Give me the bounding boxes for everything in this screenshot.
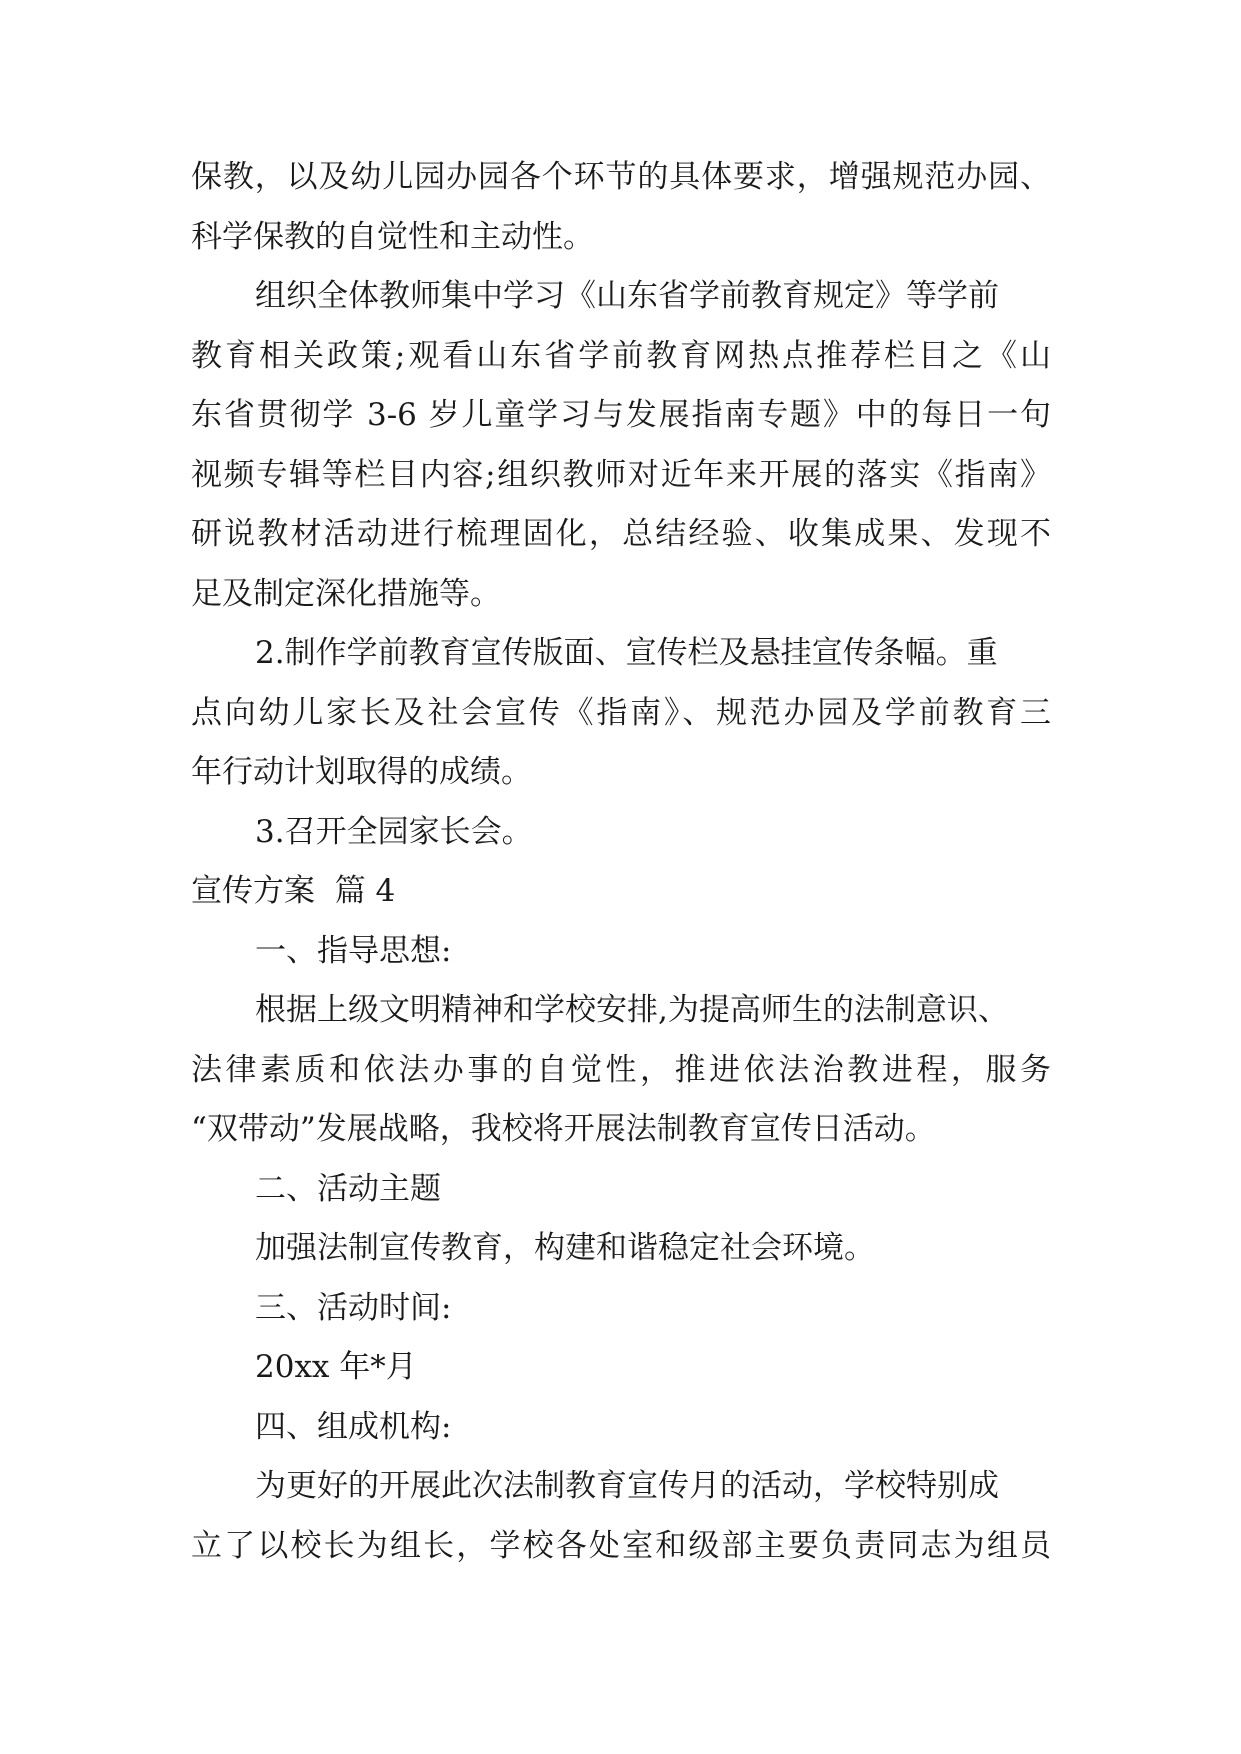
paragraph-line: 立了以校长为组长，学校各处室和级部主要负责同志为组员 <box>191 1527 1051 1564</box>
paragraph-line: 加强法制宣传教育，构建和谐稳定社会环境。 <box>255 1230 875 1266</box>
paragraph-line: 2.制作学前教育宣传版面、宣传栏及悬挂宣传条幅。重 <box>255 635 998 671</box>
paragraph-line: 为更好的开展此次法制教育宣传月的活动，学校特别成 <box>255 1468 999 1504</box>
paragraph-line: 足及制定深化措施等。 <box>191 575 501 612</box>
paragraph-line: 点向幼儿家长及社会宣传《指南》、规范办园及学前教育三 <box>191 694 1051 731</box>
paragraph-line: 3.召开全园家长会。 <box>255 813 533 850</box>
paragraph-line: 研说教材活动进行梳理固化，总结经验、收集成果、发现不 <box>191 516 1051 552</box>
paragraph-line: 根据上级文明精神和学校安排,为提高师生的法制意识、 <box>255 992 1009 1028</box>
document-body <box>191 148 1051 1576</box>
subsection-heading: 一、指导思想: <box>255 932 452 969</box>
paragraph-line: 教育相关政策;观看山东省学前教育网热点推荐栏目之《山 <box>191 337 1051 374</box>
paragraph-line: 法律素质和依法办事的自觉性，推进依法治教进程，服务 <box>191 1051 1051 1088</box>
paragraph-line: 视频专辑等栏目内容;组织教师对近年来开展的落实《指南》 <box>191 456 1051 493</box>
paragraph-line: 20xx 年*月 <box>255 1349 417 1385</box>
section-heading: 宣传方案 篇 4 <box>191 873 396 909</box>
paragraph-line: 东省贯彻学 3-6 岁儿童学习与发展指南专题》中的每日一句 <box>191 397 1051 433</box>
subsection-heading: 四、组成机构: <box>255 1408 452 1445</box>
paragraph-line: “双带动”发展战略，我校将开展法制教育宣传日活动。 <box>191 1111 936 1147</box>
paragraph-line: 保教，以及幼儿园办园各个环节的具体要求，增强规范办园、 <box>191 159 1051 195</box>
paragraph-line: 年行动计划取得的成绩。 <box>191 754 532 790</box>
subsection-heading: 三、活动时间: <box>255 1289 452 1326</box>
paragraph-line: 科学保教的自觉性和主动性。 <box>191 218 594 255</box>
subsection-heading: 二、活动主题 <box>255 1170 441 1207</box>
paragraph-line: 组织全体教师集中学习《山东省学前教育规定》等学前 <box>255 278 999 314</box>
